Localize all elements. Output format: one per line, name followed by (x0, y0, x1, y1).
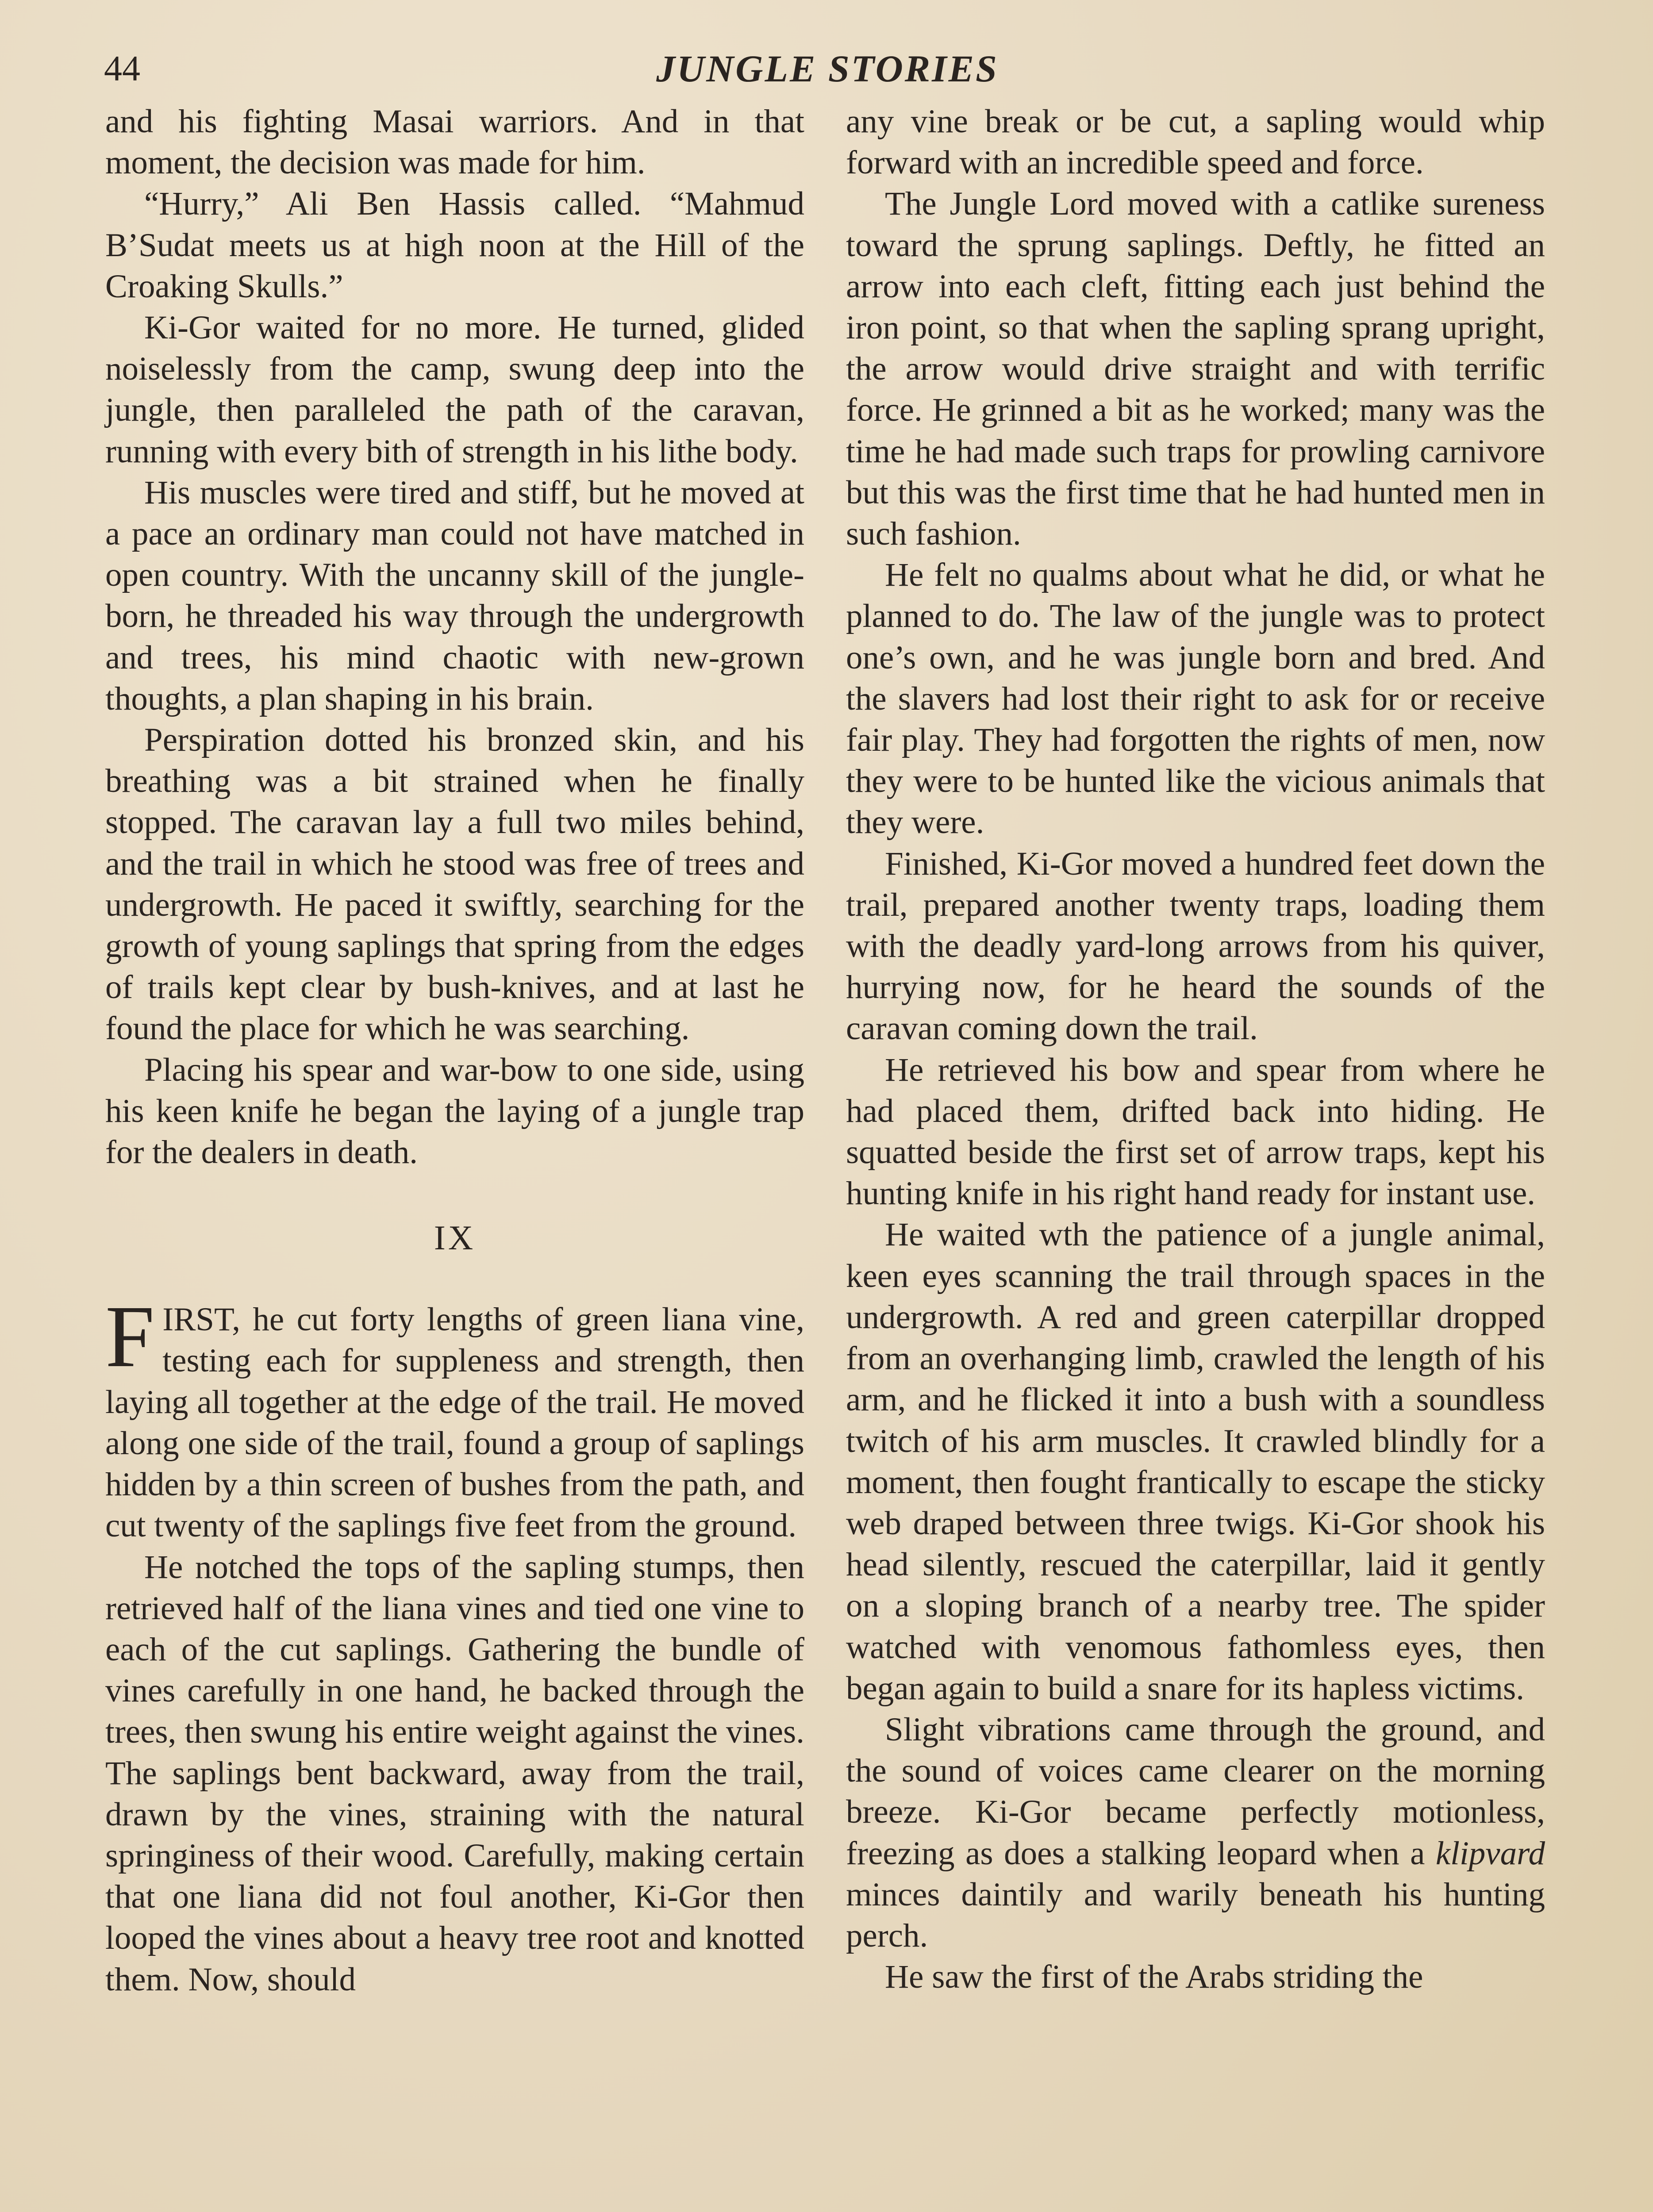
paragraph-last-line: He saw the first of the Arabs striding the (885, 1959, 1423, 1996)
paragraph: Ki-Gor waited for no more. He turned, glided noiselessly from the camp, swung deep into the jungle, then paralleled the path of the caravan, running with every bith of strength in his lithe body. (105, 309, 804, 470)
left-column (105, 101, 804, 2000)
page-number: 44 (104, 48, 140, 88)
section-heading: IX (434, 1218, 476, 1257)
drop-cap: F (105, 1288, 155, 1386)
paragraph: He retrieved his bow and spear from where he had placed them, drifted back into hiding. He squatted beside the first set of arrow traps, kept his hunting knife in his right hand ready for instant use. (846, 1051, 1545, 1212)
paragraph: Finished, Ki-Gor moved a hundred feet down the trail, prepared another twenty traps, loading them with the deadly yard-long arrows from his quiver, hurrying now, for he heard the sounds of the caravan coming down the trail. (846, 845, 1545, 1047)
running-title: JUNGLE STORIES (656, 47, 999, 90)
paragraph: He felt no qualms about what he did, or what he planned to do. The law of the jungle was to protect one’s own, and he was jungle born and bred. And the slavers had lost their right to ask for or receive fair play. They had forgotten the rights of men, now they were to be hunted like the vicious animals that they were. (846, 557, 1545, 841)
paragraph: “Hurry,” Ali Ben Hassis called. “Mahmud B’Sudat meets us at high noon at the Hill of the Croaking Skulls.” (105, 185, 804, 305)
paragraph: The Jungle Lord moved with a catlike sureness toward the sprung saplings. Deftly, he fitted an arrow into each cleft, fitting each just behind the iron point, so that when the sapling sprang upright, the arrow would drive straight and with terrific force. He grinned a bit as he worked; many was the time he had made such traps for prowling carnivore but this was the first time that he had hunted men in such fashion. (846, 185, 1545, 553)
paragraph: His muscles were tired and stiff, but he moved at a pace an ordinary man could not have matched in open country. With the uncanny skill of the jungle-born, he threaded his way through the undergrowth and trees, his mind chaotic with new-grown thoughts, a plan shaping in his brain. (105, 474, 804, 717)
section-first-paragraph-text: IRST, he cut forty lengths of green liana vine, testing each for suppleness and strength, then laying all together at the edge of the trail. He moved along one side of the trail, found a group of saplings hidden by a thin screen of bushes from the path, and cut twenty of the saplings five feet from the ground. (105, 1301, 804, 1544)
right-column (846, 101, 1545, 1997)
paragraph: He waited wth the patience of a jungle animal, keen eyes scanning the trail through spaces in the undergrowth. A red and green caterpillar dropped from an overhanging limb, crawled the length of his arm, and he flicked it into a bush with a soundless twitch of his arm muscles. It crawled blindly for a moment, then fought frantically to escape the sticky web draped between three twigs. Ki-Gor shook his head silently, rescued the caterpillar, laid it gently on a sloping branch of a nearby tree. The spider watched with venomous fathomless eyes, then began again to build a snare for its hapless victims. (846, 1216, 1545, 1707)
text-run: Slight vibrations came through the ground, and the sound of voices came clearer on the morning breeze. Ki-Gor became perfectly motionless, freezing as does a stalking leopard when a (846, 1711, 1545, 1872)
paragraph: and his fighting Masai warriors. And in that moment, the decision was made for him. (105, 103, 804, 181)
paragraph: Placing his spear and war-bow to one side, using his keen knife he began the laying of a jungle trap for the dealers in death. (105, 1051, 804, 1171)
page-header (104, 42, 1551, 95)
text-run: minces daintily and warily beneath his hunting perch. (846, 1876, 1545, 1954)
italic-word: klipvard (1435, 1835, 1545, 1872)
paragraph: any vine break or be cut, a sapling would whip forward with an incredible speed and force. (846, 103, 1545, 181)
paragraph: Perspiration dotted his bronzed skin, and his breathing was a bit strained when he finally stopped. The caravan lay a full two miles behind, and the trail in which he stood was free of trees and undergrowth. He paced it swiftly, searching for the growth of young saplings that spring from the edges of trails kept clear by bush-knives, and at last he found the place for which he was searching. (105, 722, 804, 1047)
section-first-paragraph (105, 1288, 804, 1546)
paragraph: He notched the tops of the sapling stumps, then retrieved half of the liana vines and tied one vine to each of the cut saplings. Gathering the bundle of vines carefully in one hand, he backed through the trees, then swung his entire weight against the vines. The saplings bent backward, away from the trail, drawn by the vines, straining with the natural springiness of their wood. Carefully, making certain that one liana did not foul another, Ki-Gor then looped the vines about a heavy tree root and knotted them. Now, should (105, 1548, 804, 1998)
paragraph-klipvard (846, 1709, 1545, 1956)
